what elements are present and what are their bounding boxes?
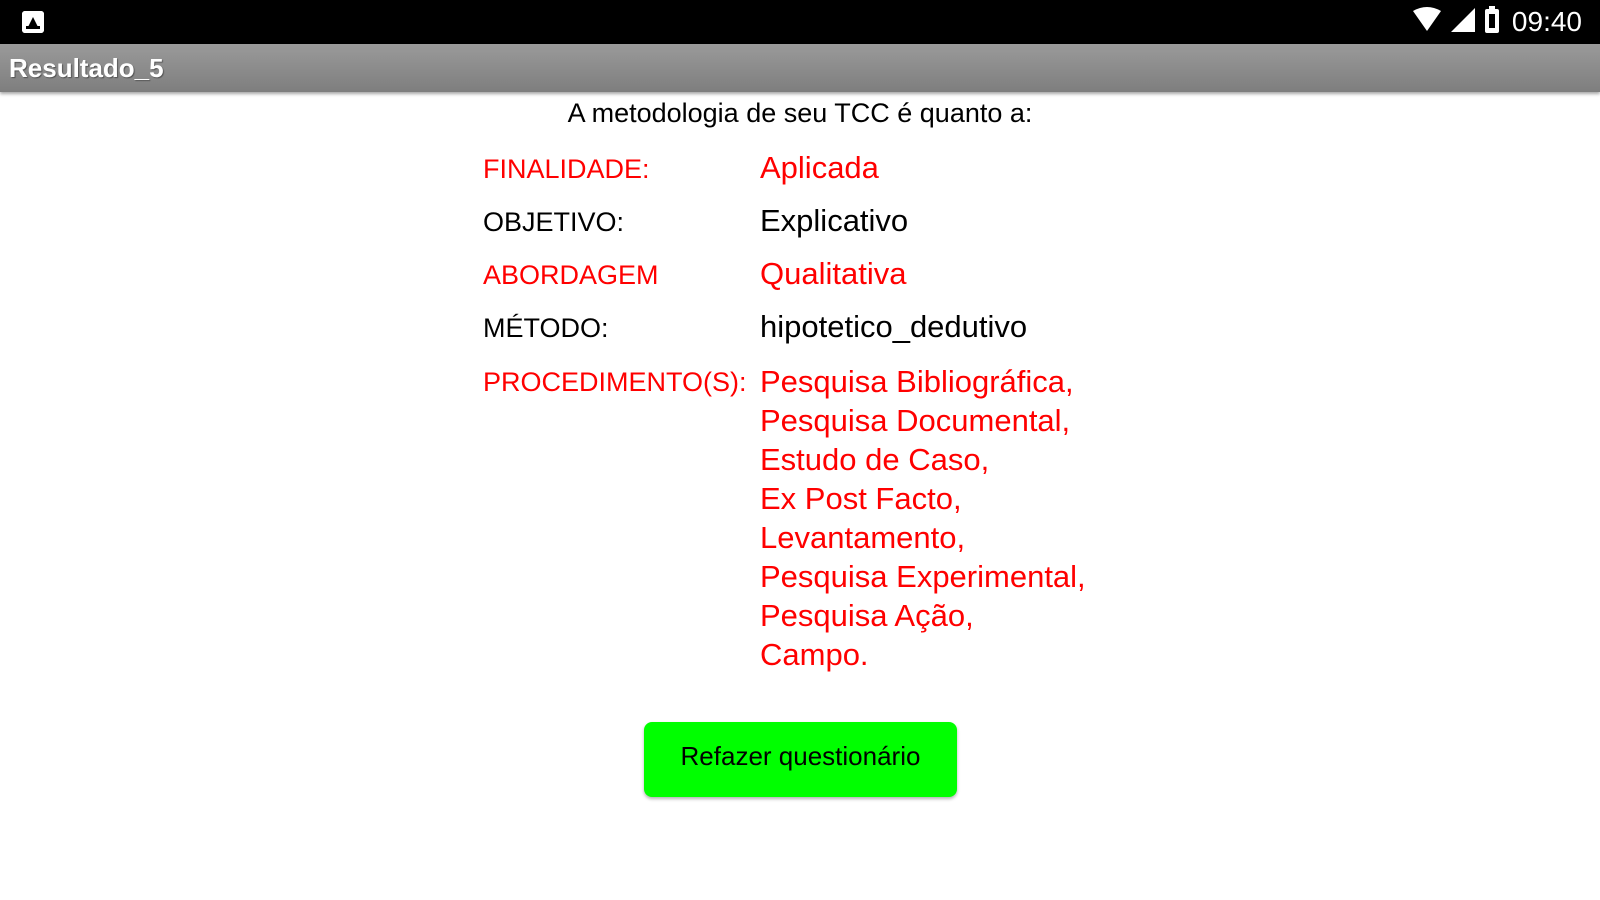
battery-icon <box>1484 6 1500 39</box>
abordagem-label: ABORDAGEM <box>483 260 659 290</box>
objetivo-value: Explicativo <box>760 203 909 238</box>
notification-icon <box>22 11 44 33</box>
procedimentos-label: PROCEDIMENTO(S): <box>483 367 747 397</box>
wifi-icon <box>1412 7 1442 38</box>
procedure-item: Ex Post Facto, <box>760 481 962 516</box>
procedure-item: Pesquisa Bibliográfica, <box>760 364 1074 399</box>
procedure-item: Levantamento, <box>760 520 966 555</box>
signal-icon <box>1450 7 1476 38</box>
procedure-item: Pesquisa Documental, <box>760 403 1071 438</box>
metodo-label: MÉTODO: <box>483 313 609 343</box>
procedure-item: Estudo de Caso, <box>760 442 990 477</box>
status-icons <box>1412 4 1582 40</box>
status-time: 09:40 <box>1511 6 1582 37</box>
abordagem-value: Qualitativa <box>760 256 907 291</box>
procedure-item: Pesquisa Ação, <box>760 598 974 633</box>
procedure-item: Pesquisa Experimental, <box>760 559 1086 594</box>
app-title: Resultado_5 <box>9 53 164 83</box>
redo-questionnaire-button[interactable]: Refazer questionário <box>644 722 957 797</box>
procedure-item: Campo. <box>760 637 869 672</box>
app-title-bar <box>0 44 1600 92</box>
finalidade-label: FINALIDADE: <box>483 154 650 184</box>
procedimentos-list <box>760 362 1086 674</box>
metodo-value: hipotetico_dedutivo <box>760 309 1028 344</box>
objetivo-label: OBJETIVO: <box>483 207 625 237</box>
result-heading: A metodologia de seu TCC é quanto a: <box>567 98 1033 128</box>
finalidade-value: Aplicada <box>760 150 879 185</box>
status-bar <box>0 0 1600 44</box>
